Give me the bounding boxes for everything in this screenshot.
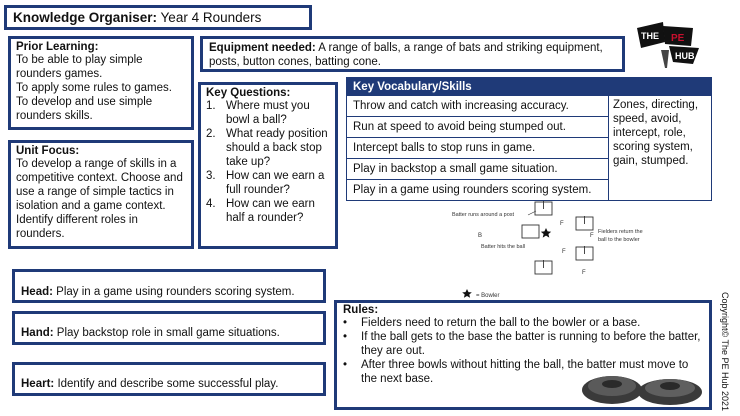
prior-learning-box xyxy=(8,36,194,130)
copyright-notice xyxy=(718,292,732,412)
vocabulary-words: Zones, directing, speed, avoid, intercept, role, scoring system, gain, stumped. xyxy=(613,99,699,167)
key-questions-list xyxy=(206,99,330,225)
skill-row: Run at speed to avoid being stumped out. xyxy=(347,117,609,138)
batting-square xyxy=(522,225,539,238)
key-questions-box xyxy=(198,82,338,249)
fielder-label: F xyxy=(582,270,586,276)
batter-base-label: B xyxy=(478,233,483,239)
prior-learning-line: To apply some rules to games. xyxy=(16,82,172,94)
key-question: 3. How can we earn a full rounder? xyxy=(206,170,325,196)
button-cones-image xyxy=(578,360,708,408)
rule-item: • Fielders need to return the ball to the bowler or a base. xyxy=(343,317,641,329)
rounders-field-diagram xyxy=(440,195,643,303)
vocabulary-table xyxy=(346,77,712,201)
title-bold: Knowledge Organiser: xyxy=(13,10,158,25)
logo-text-the: THE xyxy=(641,31,659,41)
skill-row: Throw and catch with increasing accuracy. xyxy=(347,96,609,117)
rule-item: • After three bowls without hitting the ball, the batter must move to the next base. xyxy=(343,359,689,385)
heart-outcome-box xyxy=(12,362,326,396)
button-cone-shape xyxy=(602,380,622,388)
logo-pole xyxy=(661,50,669,68)
prior-learning-title: Prior Learning: xyxy=(16,41,99,53)
prior-learning-line: To develop and use simple rounders skills. xyxy=(16,96,153,122)
skill-row: Play in a game using rounders scoring system. xyxy=(347,180,609,201)
unit-focus-title: Unit Focus: xyxy=(16,145,80,157)
pe-hub-logo xyxy=(633,20,705,70)
title-subject: Year 4 Rounders xyxy=(160,10,262,25)
fielder-label: F xyxy=(560,221,564,227)
prior-learning-line: To be able to play simple rounders games. xyxy=(16,54,143,80)
key-question: 1. Where must you bowl a ball? xyxy=(206,100,310,126)
fielders-label: Fielders return the xyxy=(598,229,643,235)
batter-hits-label: Batter hits the ball xyxy=(481,244,526,250)
bowler-star-icon xyxy=(541,228,551,238)
key-question: 4. How can we earn half a rounder? xyxy=(206,198,315,224)
key-question: 2. What ready position should a back stop take up? xyxy=(206,128,328,168)
head-label: Head: xyxy=(21,286,53,298)
fielder-label: F xyxy=(590,233,594,239)
rule-item: • If the ball gets to the base the batter is running to before the batter, they are out. xyxy=(343,331,701,357)
equipment-box xyxy=(200,36,625,72)
hand-outcome-box xyxy=(12,311,326,345)
fielder-label: F xyxy=(562,249,566,255)
bowler-key-star-icon xyxy=(462,289,472,298)
skill-row: Play in backstop a small game situation. xyxy=(347,159,609,180)
equipment-text: A range of balls, a range of bats and striking equipment, posts, button cones, batting cone. xyxy=(209,42,603,68)
bowler-key-label: = Bowler xyxy=(476,293,500,299)
hand-text: Play backstop role in small game situations. xyxy=(56,327,280,339)
fielders-label: ball to the bowler xyxy=(598,237,640,243)
logo-text-pe: PE xyxy=(671,33,685,44)
button-cone-shape xyxy=(660,382,680,390)
rules-title: Rules: xyxy=(343,304,379,316)
hand-label: Hand: xyxy=(21,327,54,339)
heart-text: Identify and describe some successful play. xyxy=(57,378,279,390)
unit-focus-text: To develop a range of skills in a competitive context. Choose and use a range of simple tactics in isolation and a game context. Identify different roles in rounders. xyxy=(16,158,183,240)
vocabulary-header: Key Vocabulary/Skills xyxy=(347,78,711,96)
title-bar xyxy=(4,5,312,30)
copyright-text: Copyright© The PE Hub 2021 xyxy=(720,292,730,412)
heart-label: Heart: xyxy=(21,378,55,390)
head-outcome-box xyxy=(12,269,326,303)
skills-list xyxy=(347,96,609,201)
skill-row: Intercept balls to stop runs in game. xyxy=(347,138,609,159)
head-text: Play in a game using rounders scoring system. xyxy=(56,286,295,298)
key-questions-title: Key Questions: xyxy=(206,87,291,99)
unit-focus-box xyxy=(8,140,194,249)
logo-text-hub: HUB xyxy=(675,51,695,61)
equipment-title: Equipment needed: xyxy=(209,42,316,54)
batter-runs-label: Batter runs around a post xyxy=(452,212,515,218)
